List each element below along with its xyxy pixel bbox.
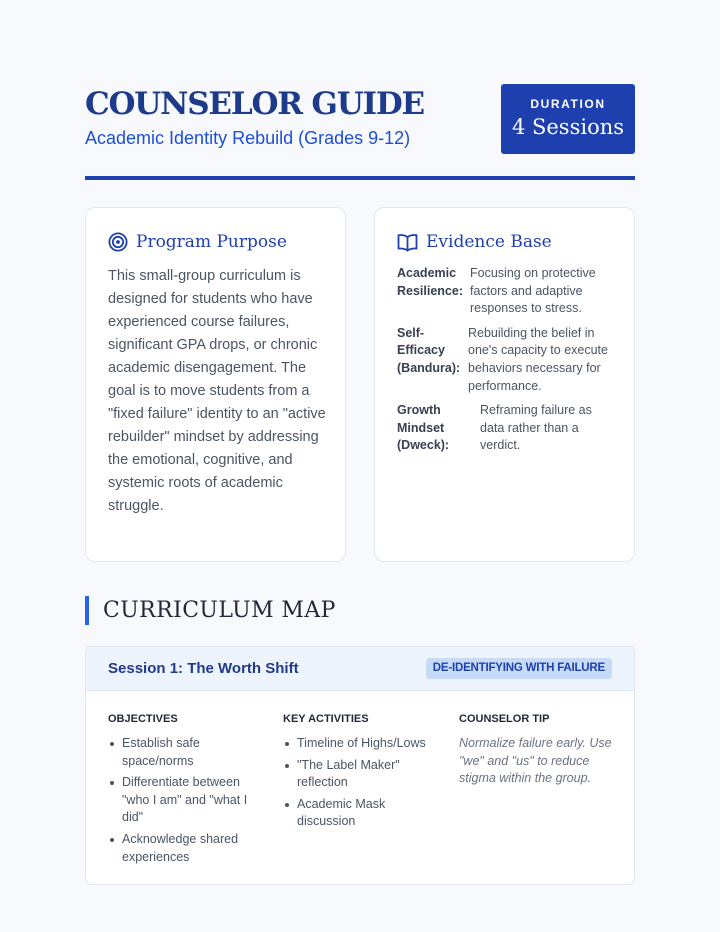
curriculum-map-heading: CURRICULUM MAP [85,596,336,625]
duration-value: 4 Sessions [511,115,625,139]
program-purpose-card [85,207,346,562]
session-card [85,646,635,885]
activities-column [283,713,443,835]
duration-badge [501,84,635,154]
evidence-item [397,402,619,455]
evidence-term: Self-Efficacy (Bandura): [397,325,461,375]
evidence-base-title: Evidence Base [426,232,552,252]
evidence-base-card [374,207,635,562]
list-item: Academic Mask discussion [283,796,443,831]
evidence-base-header [397,231,552,253]
list-item: Timeline of Highs/Lows [283,735,443,753]
counselor-tip-text: Normalize failure early. Use "we" and "us" to reduce stigma within the group. [459,736,612,786]
objectives-list [108,735,268,866]
evidence-list [397,265,619,462]
evidence-description: Rebuilding the belief in one's capacity to execute behaviors necessary for performance. [468,325,608,393]
page-title: COUNSELOR GUIDE [85,86,424,122]
evidence-description: Reframing failure as data rather than a verdict. [480,403,592,453]
page-subtitle: Academic Identity Rebuild (Grades 9-12) [85,128,411,148]
activities-heading: KEY ACTIVITIES [283,713,369,725]
counselor-tip-column [459,713,615,788]
target-icon [108,232,128,252]
objectives-column [108,713,268,870]
list-item: Differentiate between "who I am" and "what I did" [108,774,268,827]
program-purpose-text: This small-group curriculum is designed for students who have experienced course failures, significant GPA drops, or chronic academic disengagement. The goal is to move students from a "fixed failure" identity to an "active rebuilder" mindset by addressing the emotional, cognitive, and systemic roots of academic struggle. [108,268,326,514]
evidence-term: Growth Mindset (Dweck): [397,403,450,453]
activities-list [283,735,443,831]
evidence-description: Focusing on protective factors and adaptive responses to stress. [470,266,596,316]
objectives-heading: OBJECTIVES [108,713,178,725]
session-title: Session 1: The Worth Shift [108,660,299,677]
session-theme-tag: DE-IDENTIFYING WITH FAILURE [426,658,612,679]
counselor-tip-heading: COUNSELOR TIP [459,713,550,725]
list-item: "The Label Maker" reflection [283,757,443,792]
list-item: Establish safe space/norms [108,735,268,770]
duration-label: DURATION [530,97,606,111]
session-header [86,647,634,691]
evidence-item [397,325,619,395]
program-purpose-header [108,231,287,253]
guide-header [85,84,635,180]
evidence-item [397,265,619,318]
program-purpose-title: Program Purpose [136,232,287,252]
list-item: Acknowledge shared experiences [108,831,268,866]
evidence-term: Academic Resilience: [397,266,464,298]
open-book-icon [397,233,418,252]
